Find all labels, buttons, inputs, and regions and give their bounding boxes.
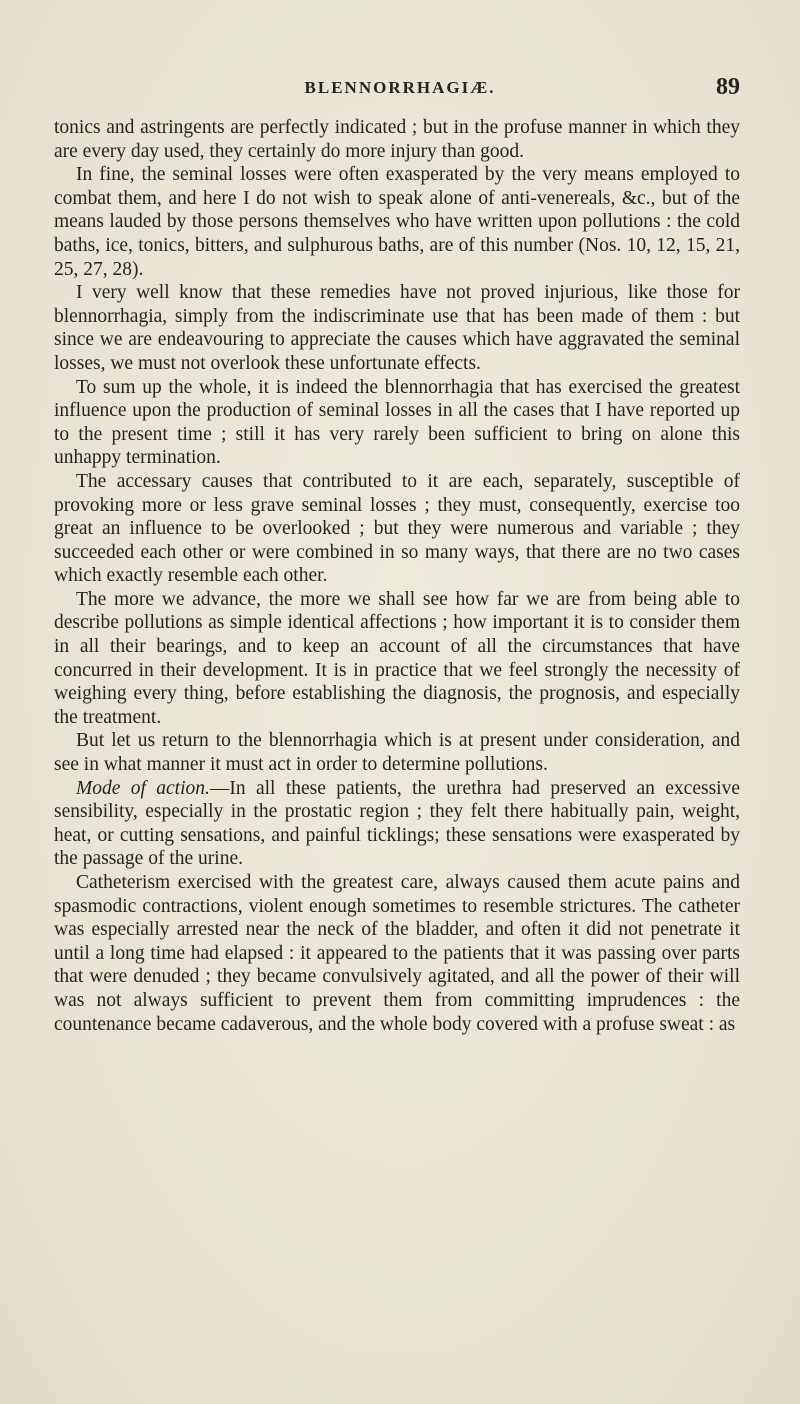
paragraph-7: But let us return to the blennorrhagia which is at present under consideration, and see in what manner it must act in order to determine pollutions. [54,730,740,776]
paragraph-2: In fine, the seminal losses were often exasperated by the very means employed to combat them, and here I do not wish to speak alone of anti-venereals, &c., but of the means lauded by those persons themselves who have written upon pollutions : the cold baths, ice, tonics, bitters, and sulphurous baths, are of this number (Nos. 10, 12, 15, 21, 25, 27, 28). [54,164,740,280]
paragraph-9: Catheterism exercised with the greatest care, always caused them acute pains and spasmodic contractions, violent enough sometimes to resemble strictures. The catheter was especially arrested near the neck of the bladder, and often it did not penetrate it until a long time had elapsed : it appeared to the patients that it was passing over parts that were denuded ; they became convulsively agitated, and all the power of their will was not always sufficient to prevent them from committing imprudences : the countenance became cadaverous, and the whole body covered with a profuse sweat : as [54,872,740,1035]
paragraph-3: I very well know that these remedies have not proved injurious, like those for blennorrhagia, simply from the indiscriminate use that has been made of them : but since we are endeavouring to appreciate the causes which have aggravated the seminal losses, we must not overlook these unfortunate effects. [54,282,740,374]
page-number: 89 [716,74,740,100]
section-heading: Mode of action. [76,777,210,799]
body-text [54,116,740,1036]
paragraph-5: The accessary causes that contributed to it are each, separately, susceptible of provoking more or less grave seminal losses ; they must, consequently, exercise too great an influence to be overlooked ; but they were numerous and variable ; they succeeded each other or were combined in so many ways, that there are no two cases which exactly resemble each other. [54,470,740,587]
paragraph-4: To sum up the whole, it is indeed the blennorrhagia that has exercised the greatest influence upon the production of seminal losses in all the cases that I have reported up to the present time ; still it has very rarely been sufficient to bring on alone this unhappy termination. [54,376,740,469]
paragraph-6: The more we advance, the more we shall see how far we are from being able to describe pollutions as simple identical affections ; how important it is to consider them in all their bearings, and to keep an account of all the circumstances that have concurred in their development. It is in practice that we feel strongly the necessity of weighing every thing, before establishing the diagnosis, the prognosis, and especially the treatment. [54,588,740,728]
running-title: BLENNORRHAGIÆ. [304,78,496,97]
paragraph-8: Mode of action.—In all these patients, the urethra had preserved an excessive sensibility, especially in the prostatic region ; they felt there habitually pain, weight, heat, or cutting sensations, and painful ticklings; these sensations were exasperated by the passage of the urine. [54,777,740,870]
paragraph-1: tonics and astringents are perfectly indicated ; but in the profuse manner in which they are every day used, they certainly do more injury than good. [54,117,740,162]
running-head [0,74,800,104]
